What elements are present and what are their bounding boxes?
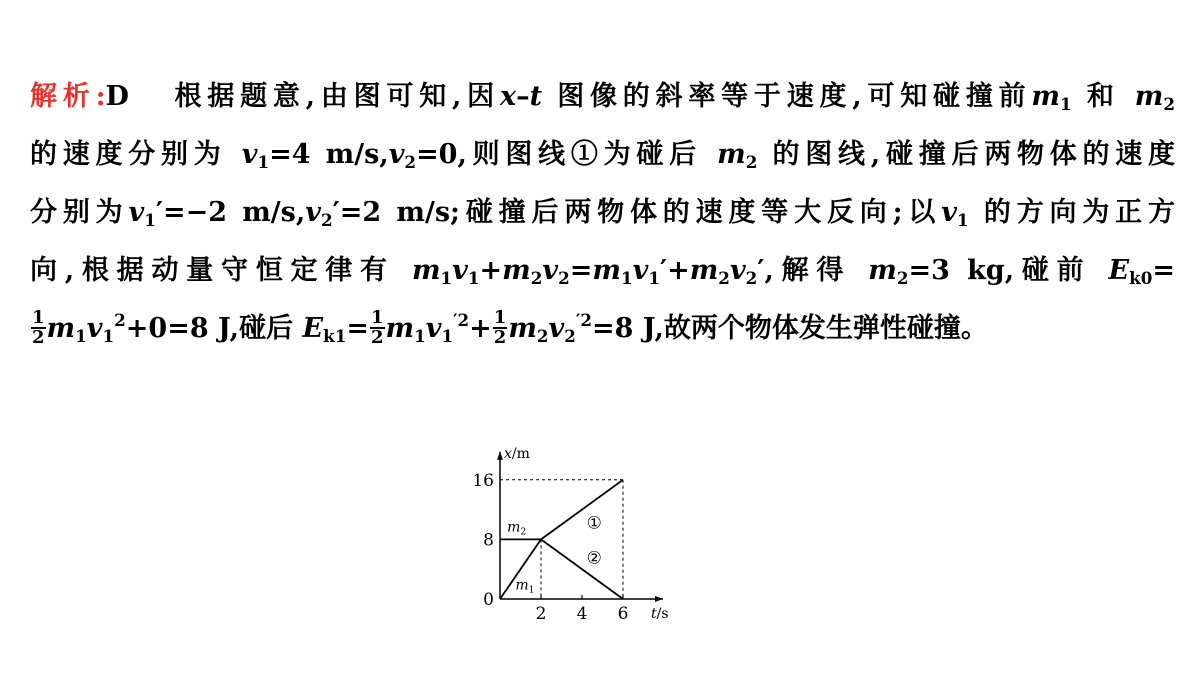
y-axis-label: x/m	[504, 445, 530, 462]
solution-line-1: 解析:D 根据题意,由图可知,因x–t 图像的斜率等于速度,可知碰撞前$m_1$ 和 $m_2$	[30, 81, 1176, 115]
curve-1-label: ①	[586, 513, 602, 534]
xt-graph	[470, 443, 690, 633]
x-tick-label: 2	[535, 604, 547, 624]
y-tick-label: 16	[472, 470, 494, 491]
origin-label: 0	[483, 590, 494, 610]
x-tick-label: 6	[617, 604, 629, 624]
momentum-equation: $m_1v_1+m_2v_2=m_1v_1'+m_2v_2'$	[411, 255, 765, 289]
x-axis-label: t/s	[651, 606, 669, 622]
series-line-c1	[541, 480, 623, 540]
m2-label: $m_2$	[507, 519, 527, 538]
answer-letter: D	[105, 81, 129, 112]
x-tick-label: 4	[576, 604, 588, 624]
solution-label: 解析:	[30, 81, 106, 112]
fraction-half: $\frac{1}{2}$	[32, 306, 45, 348]
y-tick-label: 8	[483, 530, 494, 551]
solution-text	[30, 68, 1175, 358]
curve-2-label: ②	[586, 548, 602, 569]
m1-label: $m_1$	[515, 577, 535, 596]
solution-line-3: 分别为$v_1'=-2$ $m/s,v_2'=2$ m/s;碰撞后两物体的速度等大反向;以$v_1$ 的方向为正方	[30, 197, 1176, 231]
fraction-half: $\frac{1}{2}$	[493, 306, 507, 348]
series-line-c2	[541, 539, 623, 599]
solution-line-5: $\frac{1}{2}$ $m_1v_1^2+0=8$ J,碰后 $E_{k1}=$ $\frac{1}{2}$ $m_1v_1^{'2}+$ $\frac{1}{2}$ $m_2v_2^{'2}=8$ J,故两个物体发生弹性碰撞。	[32, 306, 988, 348]
solution-line-2: 的速度分别为 $v_1=4$ $m/s,v_2=0$,则图线①为碰后 $m_2$ 的图线,碰撞后两物体的速度	[30, 139, 1176, 173]
solution-line-4: 向,根据动量守恒定律有 $m_1v_1+m_2v_2=m_1v_1'+m_2v_2'$,解得 $m_2=3$ kg,碰前 $E_{k0}=$	[30, 255, 1176, 289]
fraction-half: $\frac{1}{2}$	[370, 306, 384, 348]
x-axis-arrow	[655, 596, 663, 602]
y-axis-arrow	[497, 452, 503, 460]
xt-graph-svg	[470, 443, 690, 633]
